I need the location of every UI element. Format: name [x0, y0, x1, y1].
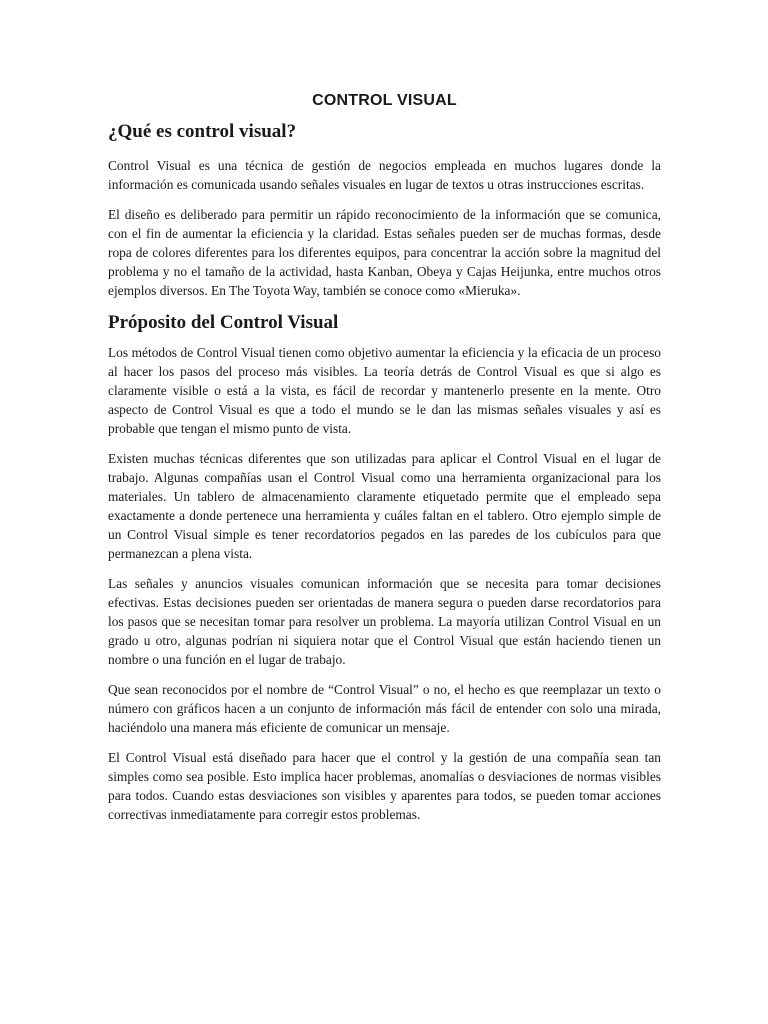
- paragraph: El Control Visual está diseñado para hacer que el control y la gestión de una compañía sean tan simples como sea posible. Esto implica hacer problemas, anomalías o desviaciones de normas visibles para todos. Cuando estas desviaciones son visibles y aparentes para todos, se pueden tomar acciones correctivas inmediatamente para corregir estos problemas.: [108, 750, 661, 822]
- section-heading-que-es: ¿Qué es control visual?: [108, 121, 297, 142]
- section-heading-proposito: Próposito del Control Visual: [108, 312, 339, 333]
- paragraph: El diseño es deliberado para permitir un rápido reconocimiento de la información que se comunica, con el fin de aumentar la eficiencia y la claridad. Estas señales pueden ser de muchas formas, desde ropa de colores diferentes para los diferentes equipos, para concentrar la acción sobre la magnitud del problema y no el tamaño de la actividad, hasta Kanban, Obeya y Cajas Heijunka, entre muchos otros ejemplos diversos. En The Toyota Way, también se conoce como «Mieruka».: [108, 207, 661, 298]
- document-title: CONTROL VISUAL: [312, 92, 457, 109]
- paragraph: Existen muchas técnicas diferentes que son utilizadas para aplicar el Control Visual en el lugar de trabajo. Algunas compañías usan el Control Visual como una herramienta organizacional para los materiales. Un tablero de almacenamiento claramente etiquetado permite que el empleado sepa exactamente a donde pertenece una herramienta y cuáles faltan en el tablero. Otro ejemplo simple de un Control Visual simple es tener recordatorios pegados en las paredes de los cubículos para que permanezcan a plena vista.: [108, 451, 661, 561]
- document-page: [108, 92, 661, 835]
- paragraph: Las señales y anuncios visuales comunican información que se necesita para tomar decisiones efectivas. Estas decisiones pueden ser orientadas de manera segura o pueden darse recordatorios para los pasos que se necesitan tomar para resolver un problema. La mayoría utilizan Control Visual en un grado u otro, algunas podrían ni siquiera notar que el Control Visual que están haciendo tienen un nombre o una función en el lugar de trabajo.: [108, 576, 661, 667]
- paragraph: Que sean reconocidos por el nombre de “Control Visual” o no, el hecho es que reemplazar un texto o número con gráficos hacen a un conjunto de información más fácil de entender con solo una mirada, haciéndolo una manera más eficiente de comunicar un mensaje.: [108, 682, 661, 735]
- paragraph: Control Visual es una técnica de gestión de negocios empleada en muchos lugares donde la información es comunicada usando señales visuales en lugar de textos u otras instrucciones escritas.: [108, 158, 661, 192]
- paragraph: Los métodos de Control Visual tienen como objetivo aumentar la eficiencia y la eficacia de un proceso al hacer los pasos del proceso más visibles. La teoría detrás de Control Visual es que si algo es claramente visible o está a la vista, es fácil de recordar y mantenerlo presente en la mente. Otro aspecto de Control Visual es que a todo el mundo se le dan las mismas señales visuales y así es probable que tengan el mismo punto de vista.: [108, 345, 661, 436]
